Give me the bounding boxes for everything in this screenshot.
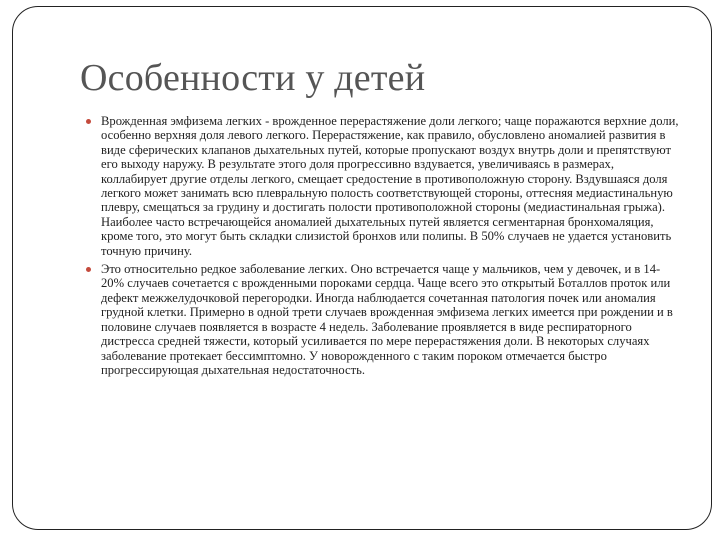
list-item: [86, 262, 681, 377]
slide-title: Особенности у детей: [80, 57, 426, 99]
bullet-dot-icon: [86, 119, 91, 124]
bullet-dot-icon: [86, 267, 91, 272]
list-item: [86, 114, 681, 258]
bullet-list: [86, 114, 681, 381]
bullet-text: Это относительно редкое заболевание легких. Оно встречается чаще у мальчиков, чем у девочек, и в 14-20% случаев сочетается с врожденными пороками сердца. Чаще всего это открытый Боталлов проток или дефект межжелудочковой перегородки. Иногда наблюдается сочетанная патология почек или аномалия грудной клетки. Примерно в одной трети случаев врожденная эмфизема легких имеется при рождении и в половине случаев появляется в возрасте 4 недель. Заболевание проявляется в виде респираторного дистресса средней тяжести, который усиливается по мере перерастяжения доли. В некоторых случаях заболевание протекает бессимптомно. У новорожденного с таким пороком отмечается быстро прогрессирующая дыхательная недостаточность.: [101, 262, 673, 377]
bullet-text: Врожденная эмфизема легких - врожденное перерастяжение доли легкого; чаще поражаются верхние доли, особенно верхняя доля левого легкого. Перерастяжение, как правило, обусловлено аномалией развития в виде сферических клапанов дыхательных путей, которые пропускают воздух внутрь доли и препятствуют его выходу наружу. В результате этого доля прогрессивно вздувается, увеличиваясь в размерах, коллабирует другие отделы легкого, смещает средостение в противоположную сторону. Вздувшаяся доля легкого может занимать всю плевральную полость соответствующей стороны, оттесняя медиастинальную плевру, смещаться за грудину и достигать полости противоположной стороны (медиастинальная грыжа). Наиболее часто встречающейся аномалией дыхательных путей является сегментарная бронхомаляция, кроме того, это могут быть складки слизистой бронхов или полипы. В 50% случаев не удается установить точную причину.: [101, 114, 679, 258]
